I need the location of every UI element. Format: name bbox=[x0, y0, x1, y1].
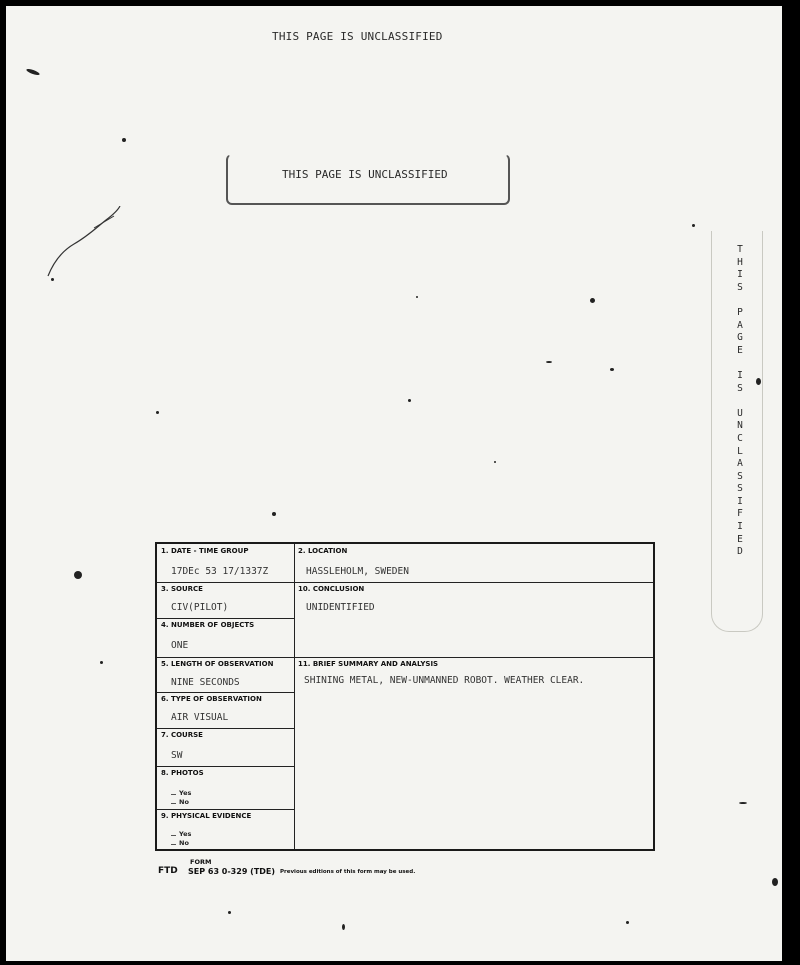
number-of-objects-cell bbox=[157, 618, 294, 657]
photos-label: 8. PHOTOS bbox=[161, 769, 204, 777]
vertical-banner-gap bbox=[734, 395, 746, 408]
speck bbox=[100, 661, 103, 664]
sighting-report-form bbox=[155, 542, 655, 851]
document-page bbox=[6, 6, 782, 961]
speck bbox=[156, 411, 159, 414]
top-classification-banner: THIS PAGE IS UNCLASSIFIED bbox=[272, 30, 443, 43]
speck bbox=[228, 911, 231, 914]
vertical-banner-letter: S bbox=[737, 470, 743, 482]
speck bbox=[272, 512, 276, 516]
speck bbox=[626, 921, 629, 924]
photos-no-checkbox bbox=[171, 799, 176, 804]
location-value: HASSLEHOLM, SWEDEN bbox=[306, 566, 409, 577]
vertical-banner-letter: N bbox=[737, 420, 743, 432]
footer-form-number: SEP 63 0-329 (TDE) bbox=[188, 867, 276, 876]
photos-yes-label: Yes bbox=[179, 789, 192, 797]
vertical-banner-letter: S bbox=[737, 281, 743, 293]
source-value: CIV(PILOT) bbox=[171, 602, 229, 613]
speck bbox=[342, 924, 345, 930]
speck bbox=[494, 461, 496, 463]
physical-evidence-yes-checkbox bbox=[171, 831, 176, 836]
vertical-banner-letter: C bbox=[737, 432, 743, 444]
course-value: SW bbox=[171, 750, 183, 761]
footer-ftd: FTD bbox=[158, 866, 178, 876]
brief-summary-label: 11. BRIEF SUMMARY AND ANALYSIS bbox=[298, 660, 439, 668]
physical-evidence-cell bbox=[157, 809, 294, 849]
location-label: 2. LOCATION bbox=[298, 547, 348, 555]
vertical-banner-letter: I bbox=[737, 269, 743, 281]
physical-evidence-no-checkbox bbox=[171, 840, 176, 845]
photos-yes-checkbox bbox=[171, 790, 176, 795]
vertical-banner-letter: A bbox=[737, 458, 743, 470]
vertical-banner-letter: U bbox=[737, 407, 743, 419]
pen-scratch bbox=[44, 206, 134, 286]
physical-evidence-yes-option bbox=[171, 830, 191, 838]
physical-evidence-yes-label: Yes bbox=[179, 830, 192, 838]
brief-summary-value: SHINING METAL, NEW-UNMANNED ROBOT. WEATHER CLEAR. bbox=[304, 675, 585, 686]
vertical-banner-letter: S bbox=[737, 382, 743, 394]
photos-no-option bbox=[171, 798, 189, 806]
speck bbox=[546, 361, 552, 363]
footer-form-word: FORM bbox=[190, 858, 212, 866]
photos-yes-option bbox=[171, 789, 191, 797]
brief-summary-cell bbox=[294, 657, 653, 849]
length-of-observation-cell bbox=[157, 657, 294, 692]
vertical-banner-letter: F bbox=[737, 508, 743, 520]
vertical-banner-letter: A bbox=[737, 319, 743, 331]
physical-evidence-no-label: No bbox=[179, 839, 189, 847]
source-cell bbox=[157, 582, 294, 618]
footer-note: Previous editions of this form may be used. bbox=[280, 869, 416, 875]
vertical-banner-letter: D bbox=[737, 546, 743, 558]
speck bbox=[416, 296, 418, 298]
vertical-banner-letter: E bbox=[737, 344, 743, 356]
vertical-banner-letter: S bbox=[737, 483, 743, 495]
photos-cell bbox=[157, 766, 294, 809]
vertical-banner-letter: T bbox=[737, 244, 743, 255]
vertical-banner-letter: I bbox=[737, 369, 743, 381]
date-time-group-value: 17DEc 53 17/1337Z bbox=[171, 566, 269, 577]
course-label: 7. COURSE bbox=[161, 731, 203, 739]
type-of-observation-label: 6. TYPE OF OBSERVATION bbox=[161, 695, 262, 703]
photos-no-label: No bbox=[179, 798, 189, 806]
location-cell bbox=[294, 544, 653, 582]
speck bbox=[74, 571, 82, 579]
physical-evidence-no-option bbox=[171, 839, 189, 847]
course-cell bbox=[157, 728, 294, 766]
vertical-banner-letter: I bbox=[737, 495, 743, 507]
number-of-objects-value: ONE bbox=[171, 640, 189, 651]
vertical-banner-letter: E bbox=[737, 533, 743, 545]
date-time-group-label: 1. DATE - TIME GROUP bbox=[161, 547, 249, 555]
conclusion-cell bbox=[294, 582, 653, 657]
number-of-objects-label: 4. NUMBER OF OBJECTS bbox=[161, 621, 255, 629]
vertical-banner-letter: L bbox=[737, 445, 743, 457]
speck bbox=[610, 368, 614, 371]
speck bbox=[408, 399, 411, 402]
conclusion-value: UNIDENTIFIED bbox=[306, 602, 375, 613]
speck bbox=[739, 802, 747, 804]
classification-stamp: THIS PAGE IS UNCLASSIFIED bbox=[282, 168, 448, 181]
vertical-banner-gap bbox=[734, 294, 746, 307]
vertical-banner-letter: I bbox=[737, 521, 743, 533]
vertical-banner-gap bbox=[734, 357, 746, 370]
speck bbox=[26, 68, 41, 77]
vertical-banner-letter: P bbox=[737, 306, 743, 318]
vertical-classification-banner bbox=[734, 244, 746, 559]
physical-evidence-label: 9. PHYSICAL EVIDENCE bbox=[161, 812, 252, 820]
type-of-observation-value: AIR VISUAL bbox=[171, 712, 229, 723]
length-of-observation-label: 5. LENGTH OF OBSERVATION bbox=[161, 660, 274, 668]
speck bbox=[772, 878, 778, 886]
vertical-banner-letter: G bbox=[737, 332, 743, 344]
vertical-banner-letter: H bbox=[737, 256, 743, 268]
date-time-group-cell bbox=[157, 544, 294, 582]
type-of-observation-cell bbox=[157, 692, 294, 728]
speck bbox=[590, 298, 595, 303]
source-label: 3. SOURCE bbox=[161, 585, 203, 593]
length-of-observation-value: NINE SECONDS bbox=[171, 677, 240, 688]
conclusion-label: 10. CONCLUSION bbox=[298, 585, 365, 593]
speck bbox=[692, 224, 695, 227]
speck bbox=[122, 138, 126, 142]
